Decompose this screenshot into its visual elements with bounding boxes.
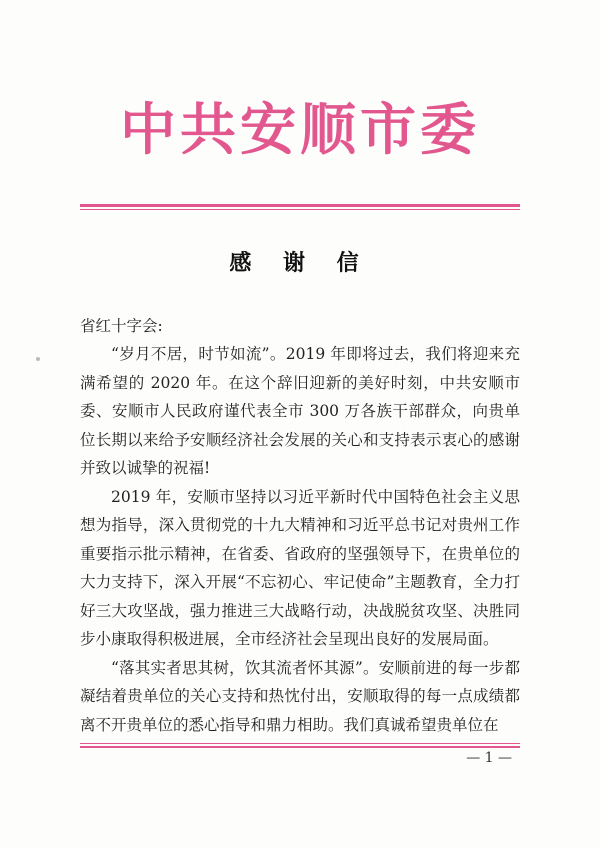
footer-rule-thin — [80, 743, 520, 744]
letter-body — [80, 340, 520, 739]
letterhead-rule-thick — [80, 204, 520, 207]
letterhead-title: 中共安顺市委 — [120, 98, 480, 163]
letterhead-rule-thin — [80, 209, 520, 210]
paragraph-3: “落其实者思其树，饮其流者怀其源”。安顺前进的每一步都凝结着贵单位的关心支持和热忱付出，安顺取得的每一点成绩都离不开贵单位的悉心指导和鼎力相助。我们真诚希望贵单位在 — [80, 658, 520, 734]
paragraph-1: “岁月不居，时节如流”。2019 年即将过去，我们将迎来充满希望的 2020 年。在这个辞旧迎新的美好时刻，中共安顺市委、安顺市人民政府谨代表全市 300 万各族干部群众，向贵单位长期以来给予安顺经济社会发展的关心和支持表示衷心的感谢并致以诚挚的祝福! — [80, 345, 520, 477]
paragraph-2: 2019 年，安顺市坚持以习近平新时代中国特色社会主义思想为指导，深入贯彻党的十九大精神和习近平总书记对贵州工作重要指示批示精神，在省委、省政府的坚强领导下，在贵单位的大力支持下，深入开展“不忘初心、牢记使命”主题教育，全力打好三大攻坚战，强力推进三大战略行动，决战脱贫攻坚、决胜同步小康取得积极进展，全市经济社会呈现出良好的发展局面。 — [80, 487, 520, 648]
margin-dot — [36, 357, 40, 361]
document-title: 感 谢 信 — [229, 250, 371, 276]
footer-rule-thick — [80, 746, 520, 748]
salutation: 省红十字会: — [80, 317, 163, 335]
page-number: — 1 — — [466, 750, 512, 766]
